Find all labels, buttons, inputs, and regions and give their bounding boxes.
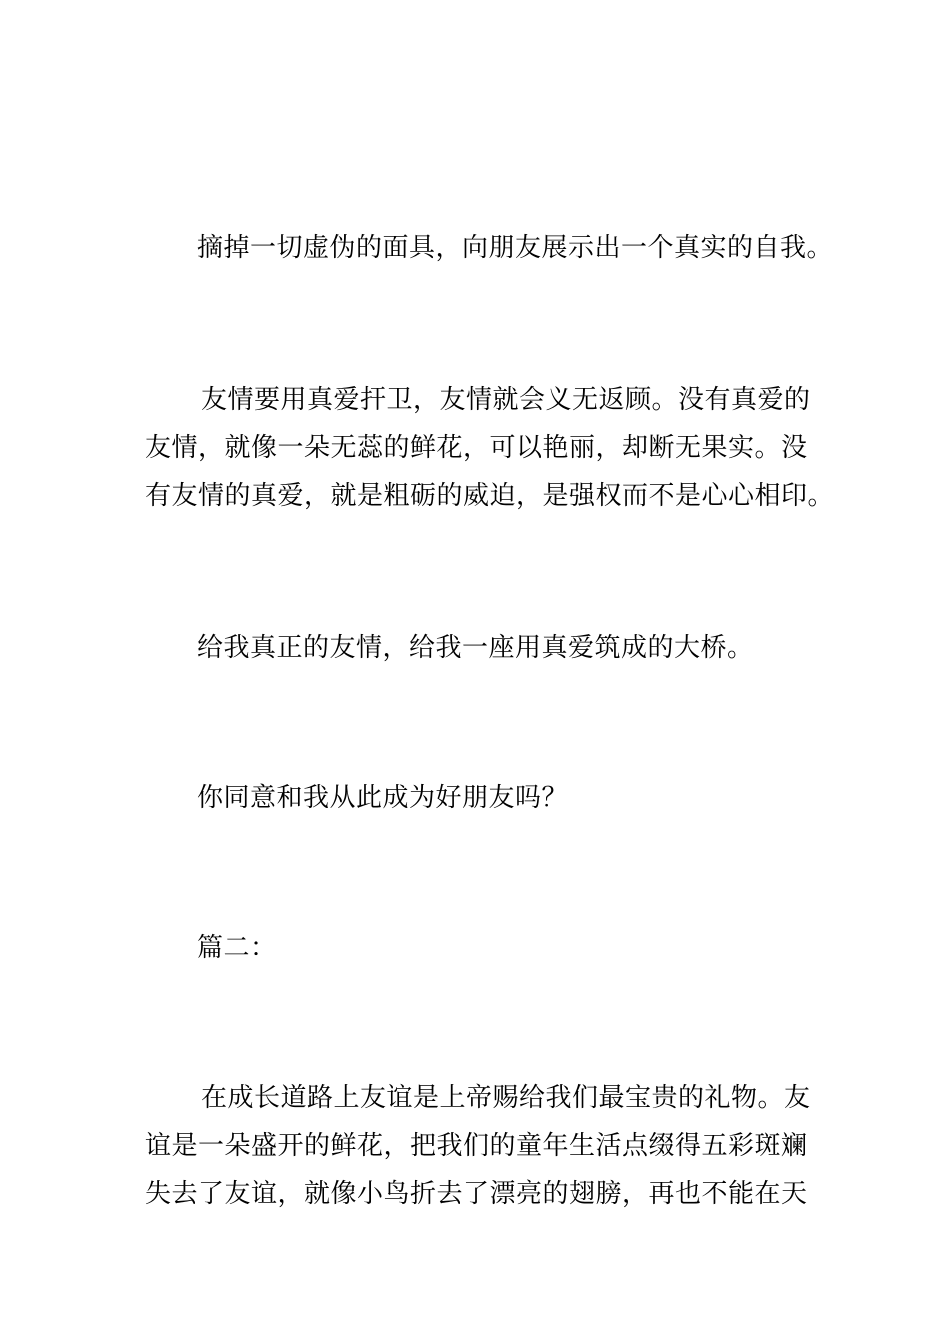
paragraph-line: 你同意和我从此成为好朋友吗？ [197, 783, 569, 813]
paragraph-line: 失去了友谊，就像小鸟折去了漂亮的翅膀，再也不能在天 [145, 1179, 808, 1209]
paragraph-line: 在成长道路上友谊是上帝赐给我们最宝贵的礼物。友 [201, 1083, 811, 1113]
paragraph-line: 有友情的真爱，就是粗砺的威迫，是强权而不是心心相印。 [145, 481, 835, 511]
paragraph-mask [145, 224, 834, 272]
paragraph-true-love [145, 376, 835, 520]
paragraph-line: 友情要用真爱扞卫，友情就会义无返顾。没有真爱的 [201, 385, 811, 415]
paragraph-line: 友情，就像一朵无蕊的鲜花，可以艳丽，却断无果实。没 [145, 433, 808, 463]
paragraph-line: 篇二： [197, 933, 277, 963]
paragraph-question [145, 774, 805, 822]
paragraph-line: 给我真正的友情，给我一座用真爱筑成的大桥。 [197, 633, 754, 663]
paragraph-friendship [145, 1074, 811, 1218]
paragraph-line: 摘掉一切虚伪的面具，向朋友展示出一个真实的自我。 [197, 233, 834, 263]
paragraph-bridge [145, 624, 805, 672]
section-heading [145, 924, 805, 972]
paragraph-line: 谊是一朵盛开的鲜花，把我们的童年生活点缀得五彩斑斓 [145, 1131, 808, 1161]
